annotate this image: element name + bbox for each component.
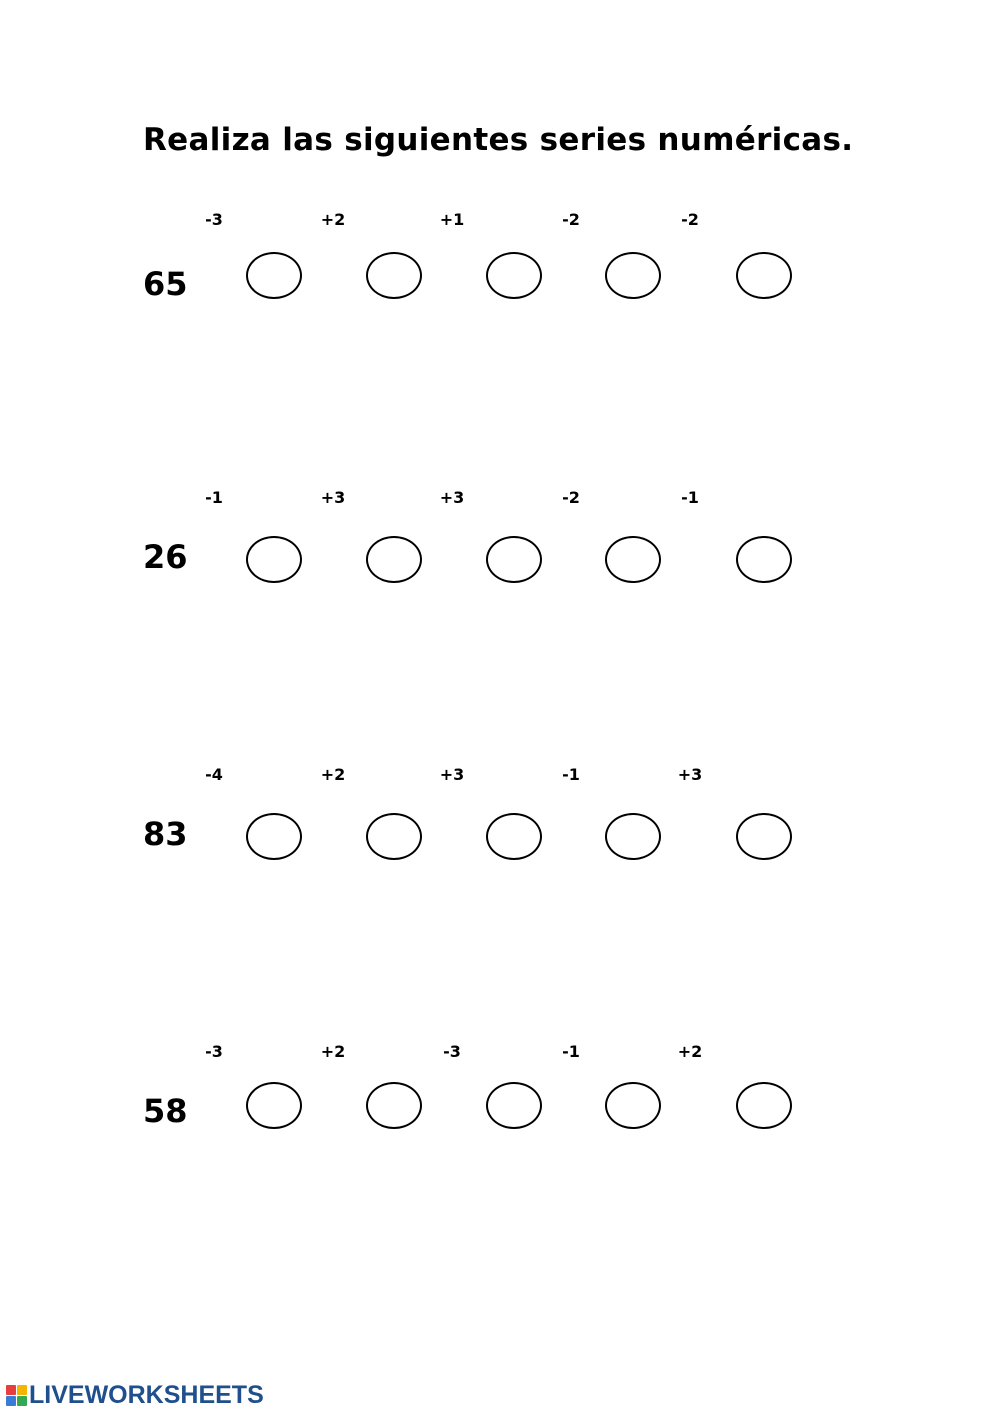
number-series-1 — [0, 208, 1000, 318]
logo-text: LIVEWORKSHEETS — [29, 1380, 264, 1409]
series-operation: +3 — [320, 488, 346, 507]
series-operation: -2 — [681, 210, 699, 229]
series-operation: -3 — [443, 1042, 461, 1061]
answer-circle[interactable] — [486, 1082, 542, 1129]
series-operation: +2 — [320, 210, 346, 229]
series-operation: -1 — [562, 1042, 580, 1061]
answer-circle[interactable] — [246, 813, 302, 860]
series-operation: +1 — [439, 210, 465, 229]
answer-circle[interactable] — [486, 813, 542, 860]
series-operation: +2 — [320, 1042, 346, 1061]
series-start-number: 58 — [143, 1092, 188, 1130]
number-series-3 — [0, 763, 1000, 873]
answer-circle[interactable] — [366, 813, 422, 860]
answer-circle[interactable] — [605, 813, 661, 860]
logo-block — [6, 1385, 16, 1395]
number-series-4 — [0, 1040, 1000, 1150]
answer-circle[interactable] — [366, 252, 422, 299]
answer-circle[interactable] — [246, 536, 302, 583]
answer-circle[interactable] — [736, 252, 792, 299]
answer-circle[interactable] — [366, 536, 422, 583]
series-operation: -4 — [205, 765, 223, 784]
liveworksheets-logo — [6, 1380, 264, 1410]
answer-circle[interactable] — [605, 252, 661, 299]
answer-circle[interactable] — [486, 252, 542, 299]
answer-circle[interactable] — [605, 536, 661, 583]
series-operation: +2 — [320, 765, 346, 784]
series-start-number: 26 — [143, 538, 188, 576]
answer-circle[interactable] — [246, 1082, 302, 1129]
series-operation: -2 — [562, 210, 580, 229]
series-operation: -1 — [681, 488, 699, 507]
logo-block — [6, 1396, 16, 1406]
answer-circle[interactable] — [486, 536, 542, 583]
answer-circle[interactable] — [246, 252, 302, 299]
series-operation: +3 — [439, 765, 465, 784]
series-start-number: 83 — [143, 815, 188, 853]
logo-block — [17, 1396, 27, 1406]
series-operation: -2 — [562, 488, 580, 507]
series-operation: -3 — [205, 210, 223, 229]
number-series-2 — [0, 486, 1000, 596]
series-operation: +3 — [677, 765, 703, 784]
answer-circle[interactable] — [605, 1082, 661, 1129]
logo-block — [17, 1385, 27, 1395]
series-operation: -3 — [205, 1042, 223, 1061]
series-operation: -1 — [205, 488, 223, 507]
series-start-number: 65 — [143, 265, 188, 303]
answer-circle[interactable] — [736, 536, 792, 583]
worksheet-title: Realiza las siguientes series numéricas. — [143, 122, 854, 158]
series-operation: +3 — [439, 488, 465, 507]
series-operation: -1 — [562, 765, 580, 784]
answer-circle[interactable] — [736, 813, 792, 860]
answer-circle[interactable] — [736, 1082, 792, 1129]
series-operation: +2 — [677, 1042, 703, 1061]
answer-circle[interactable] — [366, 1082, 422, 1129]
logo-blocks-icon — [6, 1385, 27, 1406]
